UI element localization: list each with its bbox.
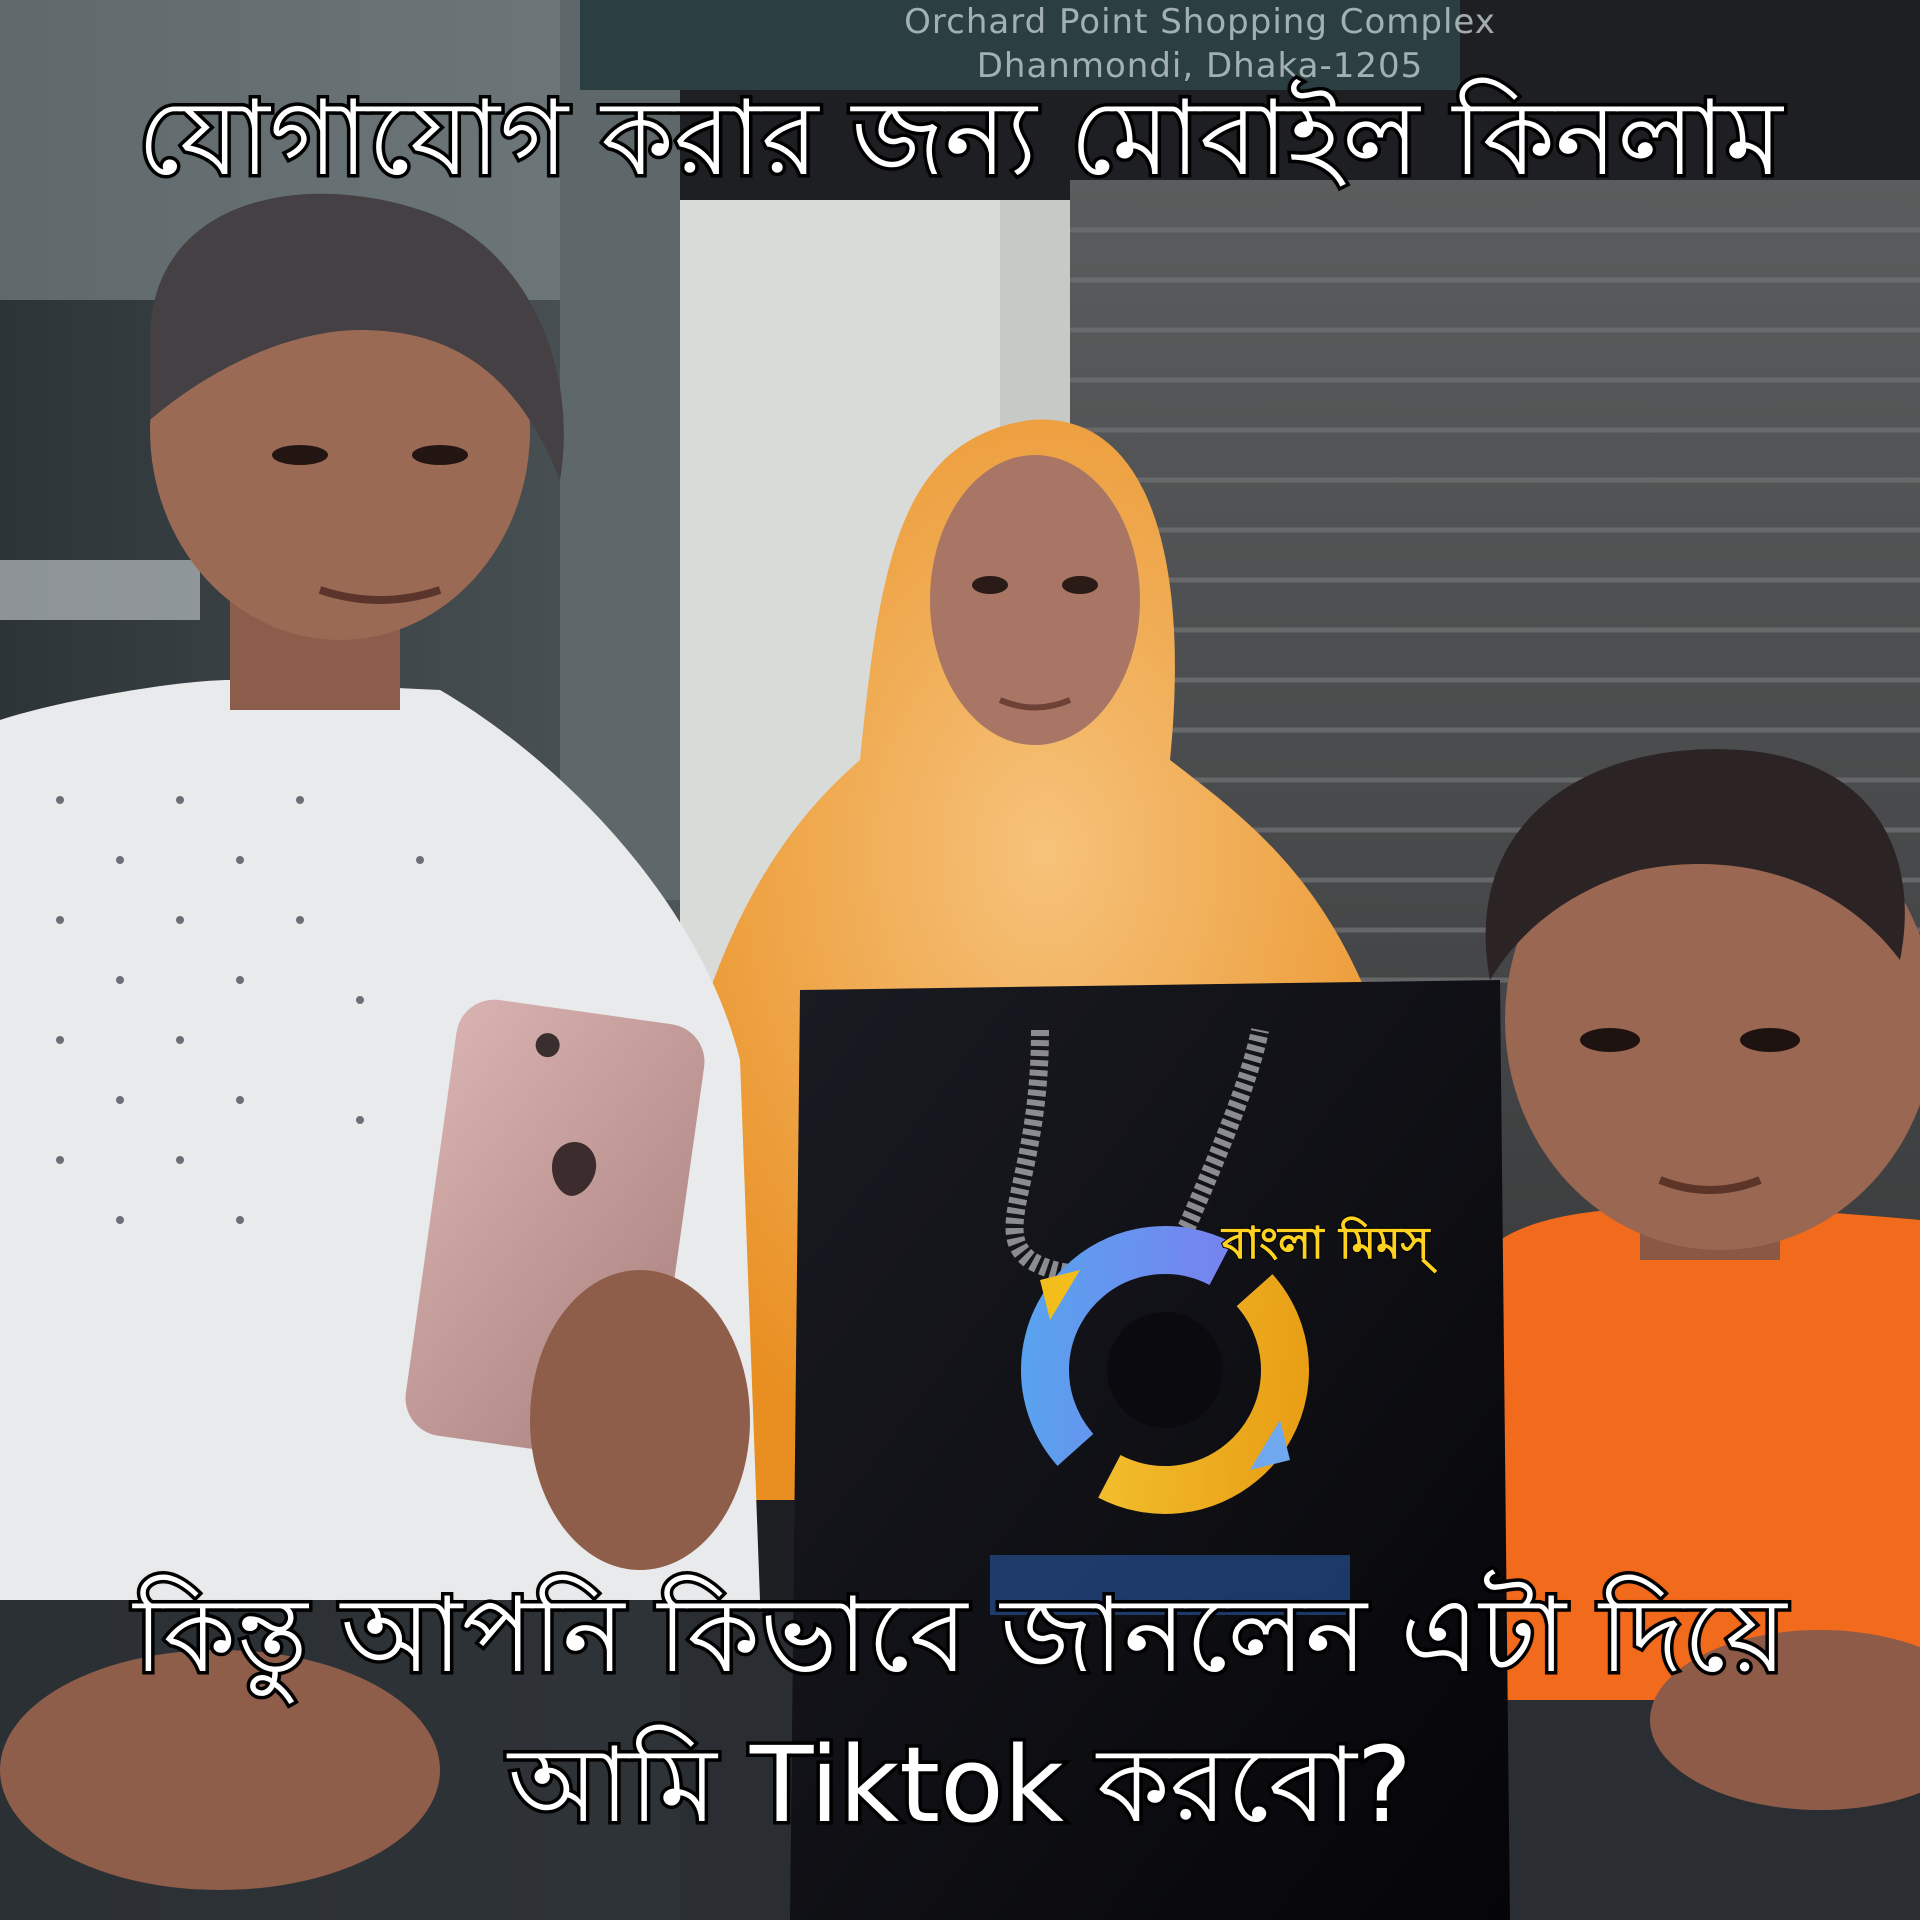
bottom-caption [0,1560,1920,1860]
bangla-memes-watermark: বাংলা মিমস্ [1222,1218,1430,1269]
sign-line-1: Orchard Point Shopping Complex [904,2,1496,42]
bottom-caption-line-2: আমি Tiktok করবো? [507,1724,1412,1846]
bottom-caption-line-1: কিন্তু আপনি কিভাবে জানলেন এটা দিয়ে [133,1574,1787,1696]
store-sign-board [0,560,200,620]
shopping-complex-sign [860,0,1540,88]
woman-face [930,455,1140,745]
top-caption: যোগাযোগ করার জন্য মোবাইল কিনলাম [137,77,1783,199]
sign-line-2: Dhanmondi, Dhaka-1205 [976,46,1424,86]
boy-hand [530,1270,750,1570]
